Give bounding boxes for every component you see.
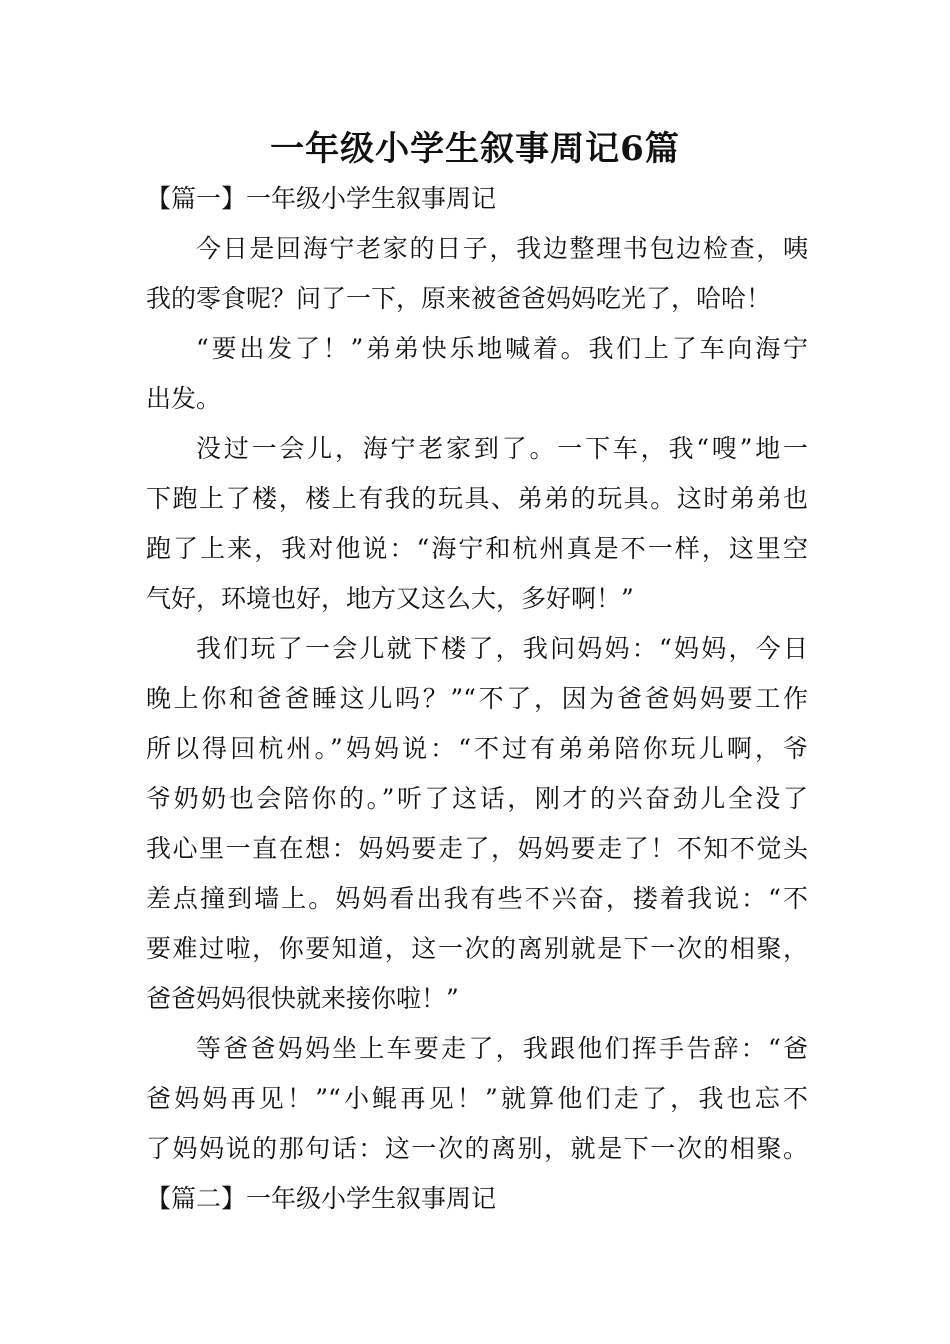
paragraph-line: 爸妈妈再见！”“小鲲再见！”就算他们走了，我也忘不 — [146, 1084, 808, 1113]
paragraph-line: 跑了上来，我对他说：“海宁和杭州真是不一样，这里空 — [146, 534, 808, 563]
paragraph-line: 下跑上了楼，楼上有我的玩具、弟弟的玩具。这时弟弟也 — [146, 484, 808, 513]
paragraph-line: 差点撞到墙上。妈妈看出我有些不兴奋，搂着我说：“不 — [146, 884, 808, 913]
paragraph-line: 爷奶奶也会陪你的。”听了这话，刚才的兴奋劲儿全没了 — [146, 784, 808, 813]
section-heading-2: 【篇二】一年级小学生叙事周记 — [146, 1184, 497, 1213]
paragraph-line: 等爸爸妈妈坐上车要走了，我跟他们挥手告辞：“爸 — [196, 1034, 808, 1063]
section-heading-1: 【篇一】一年级小学生叙事周记 — [146, 184, 497, 213]
paragraph-line: 今日是回海宁老家的日子，我边整理书包边检查，咦 — [196, 234, 808, 263]
paragraph-line: 所以得回杭州。”妈妈说：“不过有弟弟陪你玩儿啊，爷 — [146, 734, 808, 763]
paragraph-line: 我的零食呢？问了一下，原来被爸爸妈妈吃光了，哈哈！ — [146, 284, 772, 313]
paragraph-line: 我们玩了一会儿就下楼了，我问妈妈：“妈妈，今日 — [196, 634, 808, 663]
paragraph-line: “要出发了！”弟弟快乐地喊着。我们上了车向海宁 — [196, 334, 808, 363]
paragraph-line: 晚上你和爸爸睡这儿吗？”“不了，因为爸爸妈妈要工作 — [146, 684, 808, 713]
paragraph-line: 我心里一直在想：妈妈要走了，妈妈要走了！不知不觉头 — [146, 834, 808, 863]
paragraph-line: 要难过啦，你要知道，这一次的离别就是下一次的相聚， — [146, 934, 808, 963]
page-title: 一年级小学生叙事周记6篇 — [270, 129, 680, 169]
paragraph-line: 没过一会儿，海宁老家到了。一下车，我“嗖”地一 — [196, 434, 808, 463]
paragraph-line: 了妈妈说的那句话：这一次的离别，就是下一次的相聚。 — [146, 1134, 808, 1163]
paragraph-line: 出发。 — [146, 384, 222, 413]
paragraph-line: 爸爸妈妈很快就来接你啦！” — [146, 984, 459, 1013]
paragraph-line: 气好，环境也好，地方又这么大，多好啊！” — [146, 584, 634, 613]
